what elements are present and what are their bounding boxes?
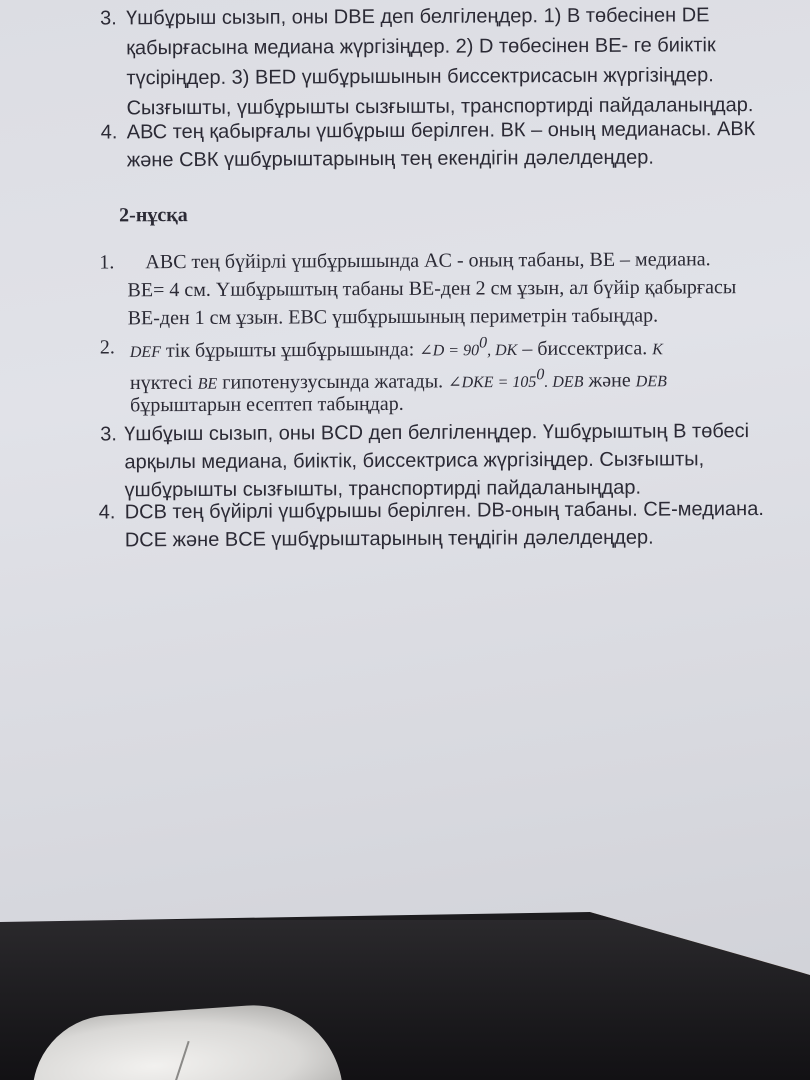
math-deb: DEB [635,373,667,391]
task-line: ABC тең бүйірлі үшбұрышында AC - оның табаны, BE – медиана. [145,248,711,274]
task-line: BE= 4 см. Үшбұрыштың табаны BE-ден 2 см ұзын, ал бүйір қабырғасы [127,276,737,302]
task-line: АВС тең қабырғалы үшбұрыш берілген. ВК – оның медианасы. АВК [126,118,756,144]
text-fragment: – биссектриса. [517,337,653,360]
math-deb: . DEB [544,373,584,391]
text-fragment: тік бұрышты ұшбұрышында: [160,338,420,362]
task-line [130,366,667,395]
task-line: және СВК үшбұрыштарының тең екендігін дәлелдеңдер. [126,146,655,172]
math-dk: , DK [487,341,518,360]
task-number: 1. [99,251,115,274]
task-line: түсіріңдер. 3) BED үшбұрышынын биссектрисасын жүргізіңдер. [126,64,714,90]
task-number: 4. [98,501,116,524]
math-k: K [652,341,663,359]
task-line [130,334,663,363]
task-line: бұрыштарын есептеп табыңдар. [130,392,404,417]
text-fragment: нүктесі [129,371,198,394]
task-line: Үшбұыш сызып, оны BCD деп белгіленңдер. Үшбұрыштың В төбесі [124,420,750,446]
task-number: 3. [100,423,118,446]
task-line: қабырғасына медиана жүргізіңдер. 2) D төбесінен BE- ге биіктік [126,34,716,60]
task-line: үшбұрышты сызғышты, транспортирді пайдаланыңдар. [124,476,642,502]
text-fragment: гипотенузусында жатады. [217,370,449,394]
math-angle-dke: ∠DKE = 105 [448,373,537,392]
math-be: BE [197,375,218,393]
variant-heading: 2-нұсқа [119,204,188,227]
task-line: BE-ден 1 см ұзын. EBC үшбұрышының периметрін табыңдар. [127,304,659,330]
task-number: 3. [100,7,117,30]
text-fragment: және [583,369,636,392]
task-number: 4. [100,121,118,144]
task-line: Сызғышты, үшбұрышты сызғышты, транспортирді пайдаланыңдар. [126,94,754,120]
task-line: DCE және BCE үшбұрыштарының теңдігін дәлелдеңдер. [124,526,654,552]
task-line: DCB тең бүйірлі үшбұрышы берілген. DB-оның табаны. CE-медиана. [124,498,764,524]
math-angle-d: ∠D = 90 [419,342,480,360]
task-number: 2. [99,336,115,359]
degree-sup: 0 [536,366,545,384]
task-line: арқылы медиана, биіктік, биссектриса жүргізіңдер. Сызғышты, [124,448,705,474]
math-def: DEF [129,343,162,361]
degree-sup: 0 [479,334,488,352]
task-line: Үшбұрыш сызып, оны DBE деп белгілеңдер. 1) B төбесінен DE [126,4,710,30]
